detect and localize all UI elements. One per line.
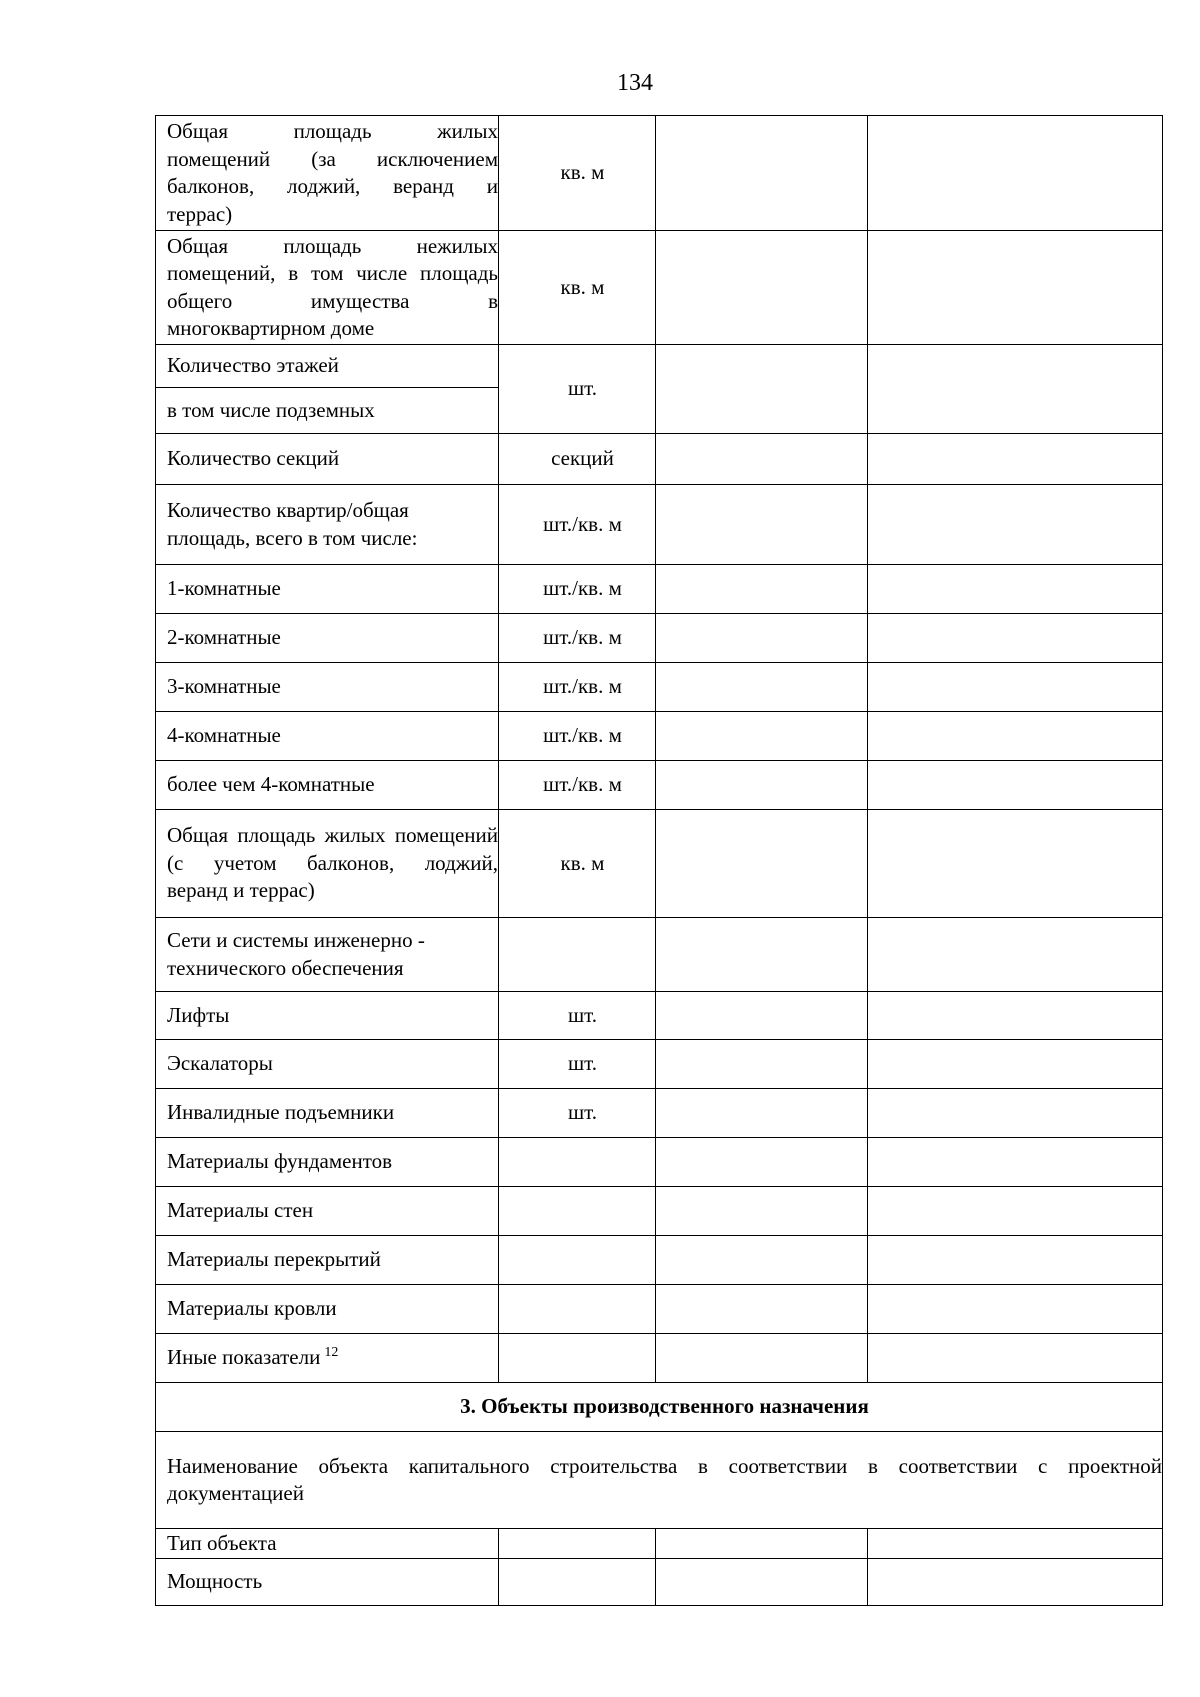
table-row	[156, 116, 1163, 231]
value-cell[interactable]	[868, 1040, 1163, 1089]
row-unit: шт./кв. м	[499, 565, 656, 614]
table-row	[156, 565, 1163, 614]
value-cell[interactable]	[868, 1089, 1163, 1138]
value-cell[interactable]	[656, 992, 868, 1040]
row-label: Общая площадь нежилых помещений, в том числе площадь общего имущества в многоквартирном доме	[156, 231, 499, 345]
value-cell[interactable]	[868, 1529, 1163, 1559]
row-label: 4-комнатные	[156, 712, 499, 761]
row-label: 3-комнатные	[156, 663, 499, 712]
table-row	[156, 1040, 1163, 1089]
table-row	[156, 1138, 1163, 1187]
value-cell[interactable]	[868, 1138, 1163, 1187]
table-row	[156, 345, 1163, 388]
row-label: Общая площадь жилых помещений (за исключением балконов, лоджий, веранд и террас)	[156, 116, 499, 231]
value-cell[interactable]	[868, 231, 1163, 345]
row-unit: секций	[499, 434, 656, 485]
value-cell[interactable]	[868, 116, 1163, 231]
value-cell[interactable]	[656, 1236, 868, 1285]
object-name-label: Наименование объекта капитального строительства в соответствии в соответствии с проектной документацией	[156, 1432, 1163, 1529]
row-label: Иные показатели $^{12}$	[156, 1334, 499, 1383]
table-row	[156, 1432, 1163, 1529]
value-cell[interactable]	[656, 1529, 868, 1559]
value-cell[interactable]	[656, 712, 868, 761]
table-row	[156, 485, 1163, 565]
row-unit	[499, 1138, 656, 1187]
table-row	[156, 1559, 1163, 1606]
table-row	[156, 712, 1163, 761]
row-unit: шт./кв. м	[499, 485, 656, 565]
indicators-table	[155, 115, 1163, 1606]
value-cell[interactable]	[656, 761, 868, 810]
value-cell[interactable]	[868, 565, 1163, 614]
value-cell[interactable]	[656, 1285, 868, 1334]
table-row	[156, 992, 1163, 1040]
value-cell[interactable]	[656, 1138, 868, 1187]
footnote-marker: 12	[324, 1345, 339, 1361]
row-label: Эскалаторы	[156, 1040, 499, 1089]
row-unit: шт./кв. м	[499, 663, 656, 712]
row-unit	[499, 1236, 656, 1285]
table-row	[156, 663, 1163, 712]
table-row	[156, 1285, 1163, 1334]
row-label: Сети и системы инженерно - технического обеспечения	[156, 918, 499, 992]
value-cell[interactable]	[656, 565, 868, 614]
row-unit	[499, 1187, 656, 1236]
value-cell[interactable]	[868, 810, 1163, 918]
table-row	[156, 1236, 1163, 1285]
page-number: 134	[617, 70, 653, 96]
row-label: Материалы перекрытий	[156, 1236, 499, 1285]
section-title: 3. Объекты производственного назначения	[156, 1383, 1163, 1432]
row-unit	[499, 1529, 656, 1559]
row-unit	[499, 918, 656, 992]
value-cell[interactable]	[868, 1187, 1163, 1236]
row-label: 2-комнатные	[156, 614, 499, 663]
value-cell[interactable]	[656, 231, 868, 345]
row-label: Количество секций	[156, 434, 499, 485]
row-unit: шт.	[499, 345, 656, 434]
value-cell[interactable]	[868, 614, 1163, 663]
row-unit: шт.	[499, 1089, 656, 1138]
value-cell[interactable]	[656, 434, 868, 485]
row-label: Общая площадь жилых помещений (с учетом балконов, лоджий, веранд и террас)	[156, 810, 499, 918]
row-unit	[499, 1285, 656, 1334]
value-cell[interactable]	[868, 1236, 1163, 1285]
value-cell[interactable]	[656, 1040, 868, 1089]
value-cell[interactable]	[868, 434, 1163, 485]
value-cell[interactable]	[868, 485, 1163, 565]
row-unit: кв. м	[499, 810, 656, 918]
value-cell[interactable]	[656, 810, 868, 918]
row-unit: шт./кв. м	[499, 614, 656, 663]
table-row	[156, 231, 1163, 345]
value-cell[interactable]	[656, 614, 868, 663]
value-cell[interactable]	[868, 918, 1163, 992]
table-row	[156, 1187, 1163, 1236]
row-unit	[499, 1334, 656, 1383]
row-label: Инвалидные подъемники	[156, 1089, 499, 1138]
row-unit: шт./кв. м	[499, 761, 656, 810]
table-row	[156, 1529, 1163, 1559]
table-row	[156, 761, 1163, 810]
table-row	[156, 810, 1163, 918]
row-label: Материалы стен	[156, 1187, 499, 1236]
value-cell[interactable]	[656, 1334, 868, 1383]
row-unit: кв. м	[499, 231, 656, 345]
row-label: 1-комнатные	[156, 565, 499, 614]
row-label: более чем 4-комнатные	[156, 761, 499, 810]
value-cell[interactable]	[868, 992, 1163, 1040]
value-cell[interactable]	[656, 918, 868, 992]
table-row	[156, 918, 1163, 992]
row-label: Лифты	[156, 992, 499, 1040]
table-row	[156, 1383, 1163, 1432]
value-cell[interactable]	[868, 345, 1163, 434]
table-row	[156, 1334, 1163, 1383]
value-cell[interactable]	[868, 1334, 1163, 1383]
row-label: Материалы кровли	[156, 1285, 499, 1334]
value-cell[interactable]	[656, 1559, 868, 1606]
table-row	[156, 1089, 1163, 1138]
row-label: Мощность	[156, 1559, 499, 1606]
value-cell[interactable]	[656, 663, 868, 712]
row-unit: шт./кв. м	[499, 712, 656, 761]
value-cell[interactable]	[868, 1285, 1163, 1334]
row-unit: шт.	[499, 992, 656, 1040]
table-row	[156, 434, 1163, 485]
table-row	[156, 614, 1163, 663]
row-label: Количество этажей	[156, 345, 499, 388]
value-cell[interactable]	[656, 1187, 868, 1236]
row-unit: кв. м	[499, 116, 656, 231]
row-label: в том числе подземных	[156, 388, 499, 434]
value-cell[interactable]	[656, 1089, 868, 1138]
row-label: Количество квартир/общая площадь, всего в том числе:	[156, 485, 499, 565]
value-cell[interactable]	[656, 116, 868, 231]
value-cell[interactable]	[656, 345, 868, 434]
row-unit	[499, 1559, 656, 1606]
row-label: Материалы фундаментов	[156, 1138, 499, 1187]
row-label: Тип объекта	[156, 1529, 499, 1559]
value-cell[interactable]	[868, 663, 1163, 712]
value-cell[interactable]	[656, 485, 868, 565]
row-unit: шт.	[499, 1040, 656, 1089]
value-cell[interactable]	[868, 761, 1163, 810]
value-cell[interactable]	[868, 1559, 1163, 1606]
value-cell[interactable]	[868, 712, 1163, 761]
